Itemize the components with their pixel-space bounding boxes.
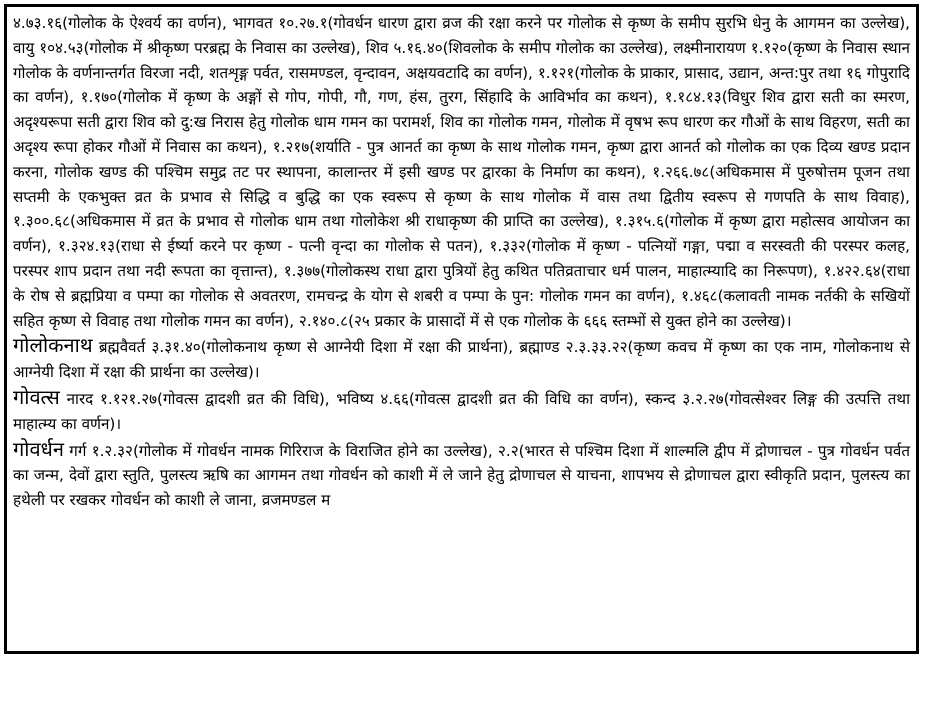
entry-govardhan <box>13 437 910 513</box>
entry-head: गोवत्स <box>13 384 60 409</box>
text-frame <box>4 4 919 654</box>
entry-text: ब्रह्मवैवर्त ३.३१.४०(गोलोकनाथ कृष्ण से आग्नेयी दिशा में रक्षा की प्रार्थना), ब्रह्माण्ड २.३.३३.२२(कृष्ण कवच में कृष्ण का एक नाम, गोलोकनाथ से आग्नेयी दिशा में रक्षा की प्रार्थना का उल्लेख)। <box>13 338 910 382</box>
entry-head: गोलोकनाथ <box>13 333 93 358</box>
entry-text: गर्ग १.२.३२(गोलोक में गोवर्धन नामक गिरिराज के विराजित होने का उल्लेख), २.२(भारत से पश्चिम दिशा में शाल्मलि द्वीप में द्रोणाचल - पुत्र गोवर्धन पर्वत का जन्म, देवों द्वारा स्तुति, पुलस्त्य ऋषि का आगमन तथा गोवर्धन को काशी में ले जाने हेतु द्रोणाचल से याचना, शापभय से द्रोणाचल द्वारा स्वीकृति प्रदान, पुलस्त्य का हथेली पर रखकर गोवर्धन को काशी ले जाना, व्रजमण्डल म <box>13 441 910 510</box>
entry-text: ४.७३.१६(गोलोक के ऐश्वर्य का वर्णन), भागवत १०.२७.१(गोवर्धन धारण द्वारा व्रज की रक्षा करने पर गोलोक से कृष्ण के समीप सुरभि धेनु के आगमन का उल्लेख), वायु १०४.५३(गोलोक में श्रीकृष्ण परब्रह्म के निवास का उल्लेख), शिव ५.१६.४०(शिवलोक के समीप गोलोक का उल्लेख), लक्ष्मीनारायण १.१२०(कृष्ण के निवास स्थान गोलोक के वर्णनान्तर्गत विरजा नदी, शतशृङ्ग पर्वत, रासमण्डल, वृन्दावन, अक्षयवटादि का वर्णन), १.१२१(गोलोक के प्राकार, प्रासाद, उद्यान, अन्त:पुर तथा १६ गोपुरादि का वर्णन), १.१७०(गोलोक में कृष्ण के अङ्गों से गोप, गोपी, गौ, गण, हंस, तुरग, सिंहादि के आविर्भाव का कथन), १.१८४.१३(विधुर शिव द्वारा सती का स्मरण, अदृश्यरूपा सती द्वारा शिव को दु:ख निरास हेतु गोलोक धाम गमन का परामर्श, शिव का गोलोक गमन, गोलोक में वृषभ रूप धारण कर गौओं के साथ विहरण, सती का अदृश्य रूपा होकर गौओं में निवास का कथन), १.२१७(शर्याति - पुत्र आनर्त का कृष्ण के साथ गोलोक गमन, कृष्ण द्वारा आनर्त को गोलोक का एक दिव्य खण्ड प्रदान करना, गोलोक खण्ड की पश्चिम समुद्र तट पर स्थापना, कालान्तर में इसी खण्ड पर द्वारका के निर्माण का कथन), १.२६६.७८(अधिकमास में पुरुषोत्तम पूजन तथा सप्तमी के एकभुक्त व्रत के प्रभाव से सिद्धि व बुद्धि का एक स्वरूप से कृष्ण के साथ गोलोक में वास तथा द्वितीय स्वरूप से गणपति के साथ विवाह), १.३००.६८(अधिकमास में व्रत के प्रभाव से गोलोक धाम तथा गोलोकेश श्री राधाकृष्ण की प्राप्ति का उल्लेख), १.३१५.६(गोलोक में कृष्ण द्वारा महोत्सव आयोजन का वर्णन), १.३२४.१३(राधा से ईर्ष्या करने पर कृष्ण - पत्नी वृन्दा का गोलोक से पतन), १.३३२(गोलोक में कृष्ण - पत्नियों गङ्गा, पद्मा व सरस्वती की परस्पर कलह, परस्पर शाप प्रदान तथा नदी रूपता का वृत्तान्त), १.३७७(गोलोकस्थ राधा द्वारा पुत्रियों हेतु कथित पतिव्रताचार धर्म पालन, माहात्म्यादि का निरूपण), १.४२२.६४(राधा के रोष से ब्रह्मप्रिया व पम्पा का गोलोक से अवतरण, रामचन्द्र के योग से शबरी व पम्पा के पुन: गोलोक गमन का वर्णन), १.४६८(कलावती नामक नर्तकी के सखियों सहित कृष्ण से विवाह तथा गोलोक गमन का वर्णन), २.१४०.८(२५ प्रकार के प्रासादों में से एक गोलोक के ६६६ स्तम्भों से युक्त होने का उल्लेख)। <box>13 14 910 330</box>
entry-golok-continued <box>13 9 910 333</box>
entry-govats <box>13 385 910 437</box>
entry-head: गोवर्धन <box>13 436 64 461</box>
entry-text: नारद १.१२१.२७(गोवत्स द्वादशी व्रत की विधि), भविष्य ४.६६(गोवत्स द्वादशी व्रत की विधि का वर्णन), स्कन्द ३.२.२७(गोवत्सेश्वर लिङ्ग की उत्पत्ति तथा माहात्म्य का वर्णन)। <box>13 389 910 433</box>
entry-goloknath <box>13 333 910 385</box>
